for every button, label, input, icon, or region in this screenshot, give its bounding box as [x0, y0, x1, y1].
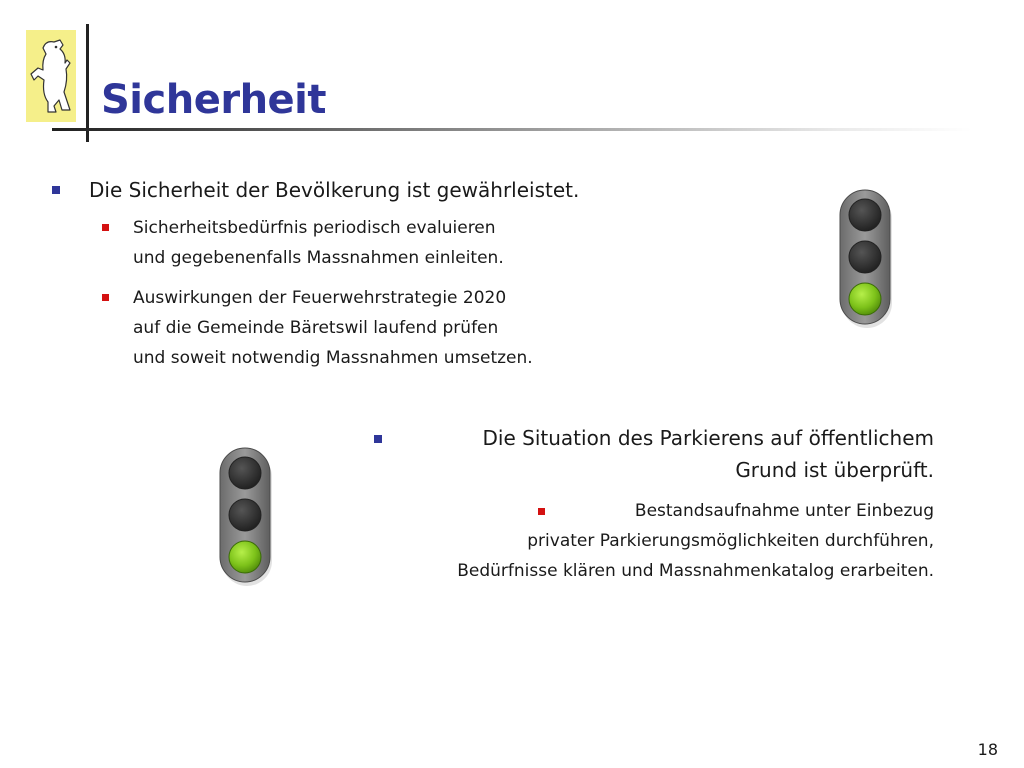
title-vertical-rule	[86, 24, 89, 142]
section2-heading-line1: Die Situation des Parkierens auf öffentlichem	[482, 426, 934, 450]
section2-item1-line3: Bedürfnisse klären und Massnahmenkatalog erarbeiten.	[457, 561, 934, 581]
section1-item2-line2: auf die Gemeinde Bäretswil laufend prüfen	[133, 318, 499, 338]
slide-title: Sicherheit	[101, 77, 326, 123]
section1-item1-line1: Sicherheitsbedürfnis periodisch evaluieren	[133, 218, 496, 238]
section1-item2-line1: Auswirkungen der Feuerwehrstrategie 2020	[133, 288, 507, 308]
section1-heading: Die Sicherheit der Bevölkerung ist gewährleistet.	[89, 178, 580, 202]
section2-item1-line1: Bestandsaufnahme unter Einbezug	[634, 501, 934, 521]
municipality-logo	[26, 30, 76, 122]
section1-item1-line2: und gegebenenfalls Massnahmen einleiten.	[133, 248, 504, 268]
bullet-level2	[102, 224, 109, 231]
bullet-level1	[374, 435, 382, 443]
traffic-light-icon	[216, 444, 276, 586]
section1-item2-line3: und soweit notwendig Massnahmen umsetzen.	[133, 348, 533, 368]
title-horizontal-rule	[52, 128, 972, 131]
traffic-light-icon	[836, 186, 896, 328]
bullet-level2	[102, 294, 109, 301]
section2-item1-line2: privater Parkierungsmöglichkeiten durchführen,	[527, 531, 934, 551]
page-number: 18	[977, 740, 998, 759]
section2-heading-line2: Grund ist überprüft.	[735, 458, 934, 482]
bullet-level1	[52, 186, 60, 194]
